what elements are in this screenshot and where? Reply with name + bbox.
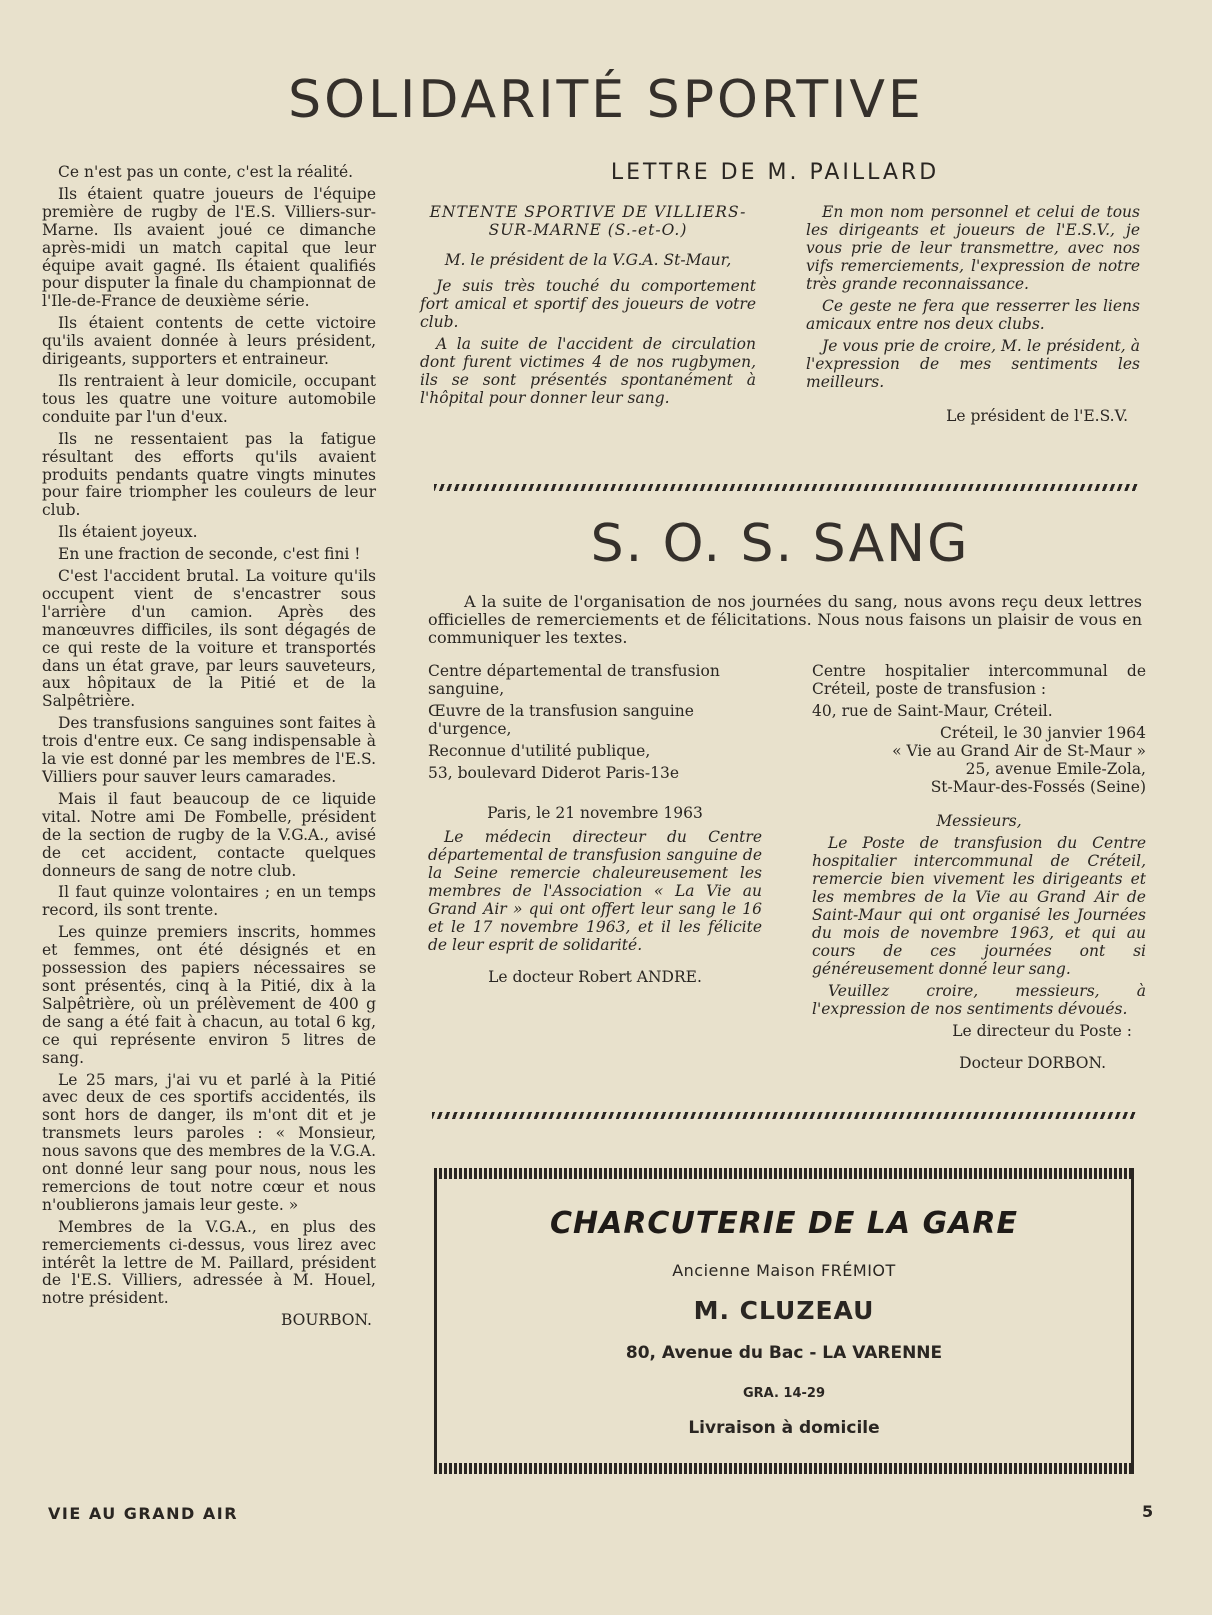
letter-date: Créteil, le 30 janvier 1964 [939, 724, 1146, 742]
article-paragraph: En une fraction de seconde, c'est fini ! [58, 545, 361, 564]
letter-paragraph: Je vous prie de croire, M. le président, à l'expression de mes sentiments les meilleurs. [806, 337, 1140, 391]
letter-paragraph: Je suis très touché du comportement fort amical et sportif des joueurs de votre club. [420, 277, 756, 331]
recipient-line: 25, avenue Emile-Zola, [965, 760, 1146, 778]
sos-letter-left [428, 662, 762, 990]
sender-address-line: Reconnue d'utilité publique, [428, 742, 651, 760]
recipient-line: « Vie au Grand Air de St-Maur » [892, 742, 1146, 760]
ad-border [434, 1168, 1134, 1179]
letter-body: Le médecin directeur du Centre départemental de transfusion sanguine de la Seine remercie chaleureusement les membres de l'Association « La Vie au Grand Air » qui ont offert leur sang le 16 et le 17 novembre 1963, et il les félicite de leur esprit de solidarité. [428, 828, 762, 954]
article-signature: BOURBON. [280, 1311, 372, 1330]
recipient-line: St-Maur-des-Fossés (Seine) [930, 778, 1146, 796]
sender-address-line: 53, boulevard Diderot Paris-13e [428, 764, 680, 782]
article-paragraph: Membres de la V.G.A., en plus des remerciements ci-dessus, vous lirez avec intérêt la lettre de M. Paillard, président de l'E.S. Villiers, adressée à M. Houel, notre président. [42, 1217, 376, 1308]
sender-address-line: 40, rue de Saint-Maur, Créteil. [812, 702, 1053, 720]
article-paragraph: C'est l'accident brutal. La voiture qu'ils occupent vient de s'encastrer sous l'arrière d'un camion. Après des manœuvres difficiles, ils sont dégagés de ce qui reste de la voiture et transportés dans un état grave, par leurs sauveteurs, aux hôpitaux de la Pitié et de la Salpêtrière. [42, 567, 376, 711]
letter-signature: Le docteur Robert ANDRE. [488, 968, 702, 986]
letter-title: LETTRE DE M. PAILLARD [610, 160, 940, 185]
letter-signature: Le président de l'E.S.V. [946, 407, 1128, 425]
letter-body: Le Poste de transfusion du Centre hospitalier intercommunal de Créteil, remercie bien vivement les dirigeants et les membres de la Vie au Grand Air de Saint-Maur qui ont organisé les Journées du mois de novembre 1963, et qui au cours de ces journées ont si généreusement donné leur sang. [812, 834, 1146, 978]
letter-column-1 [420, 203, 756, 411]
letter-body: Veuillez croire, messieurs, à l'expression de nos sentiments dévoués. [812, 982, 1146, 1018]
article-paragraph: Ce n'est pas un conte, c'est la réalité. [58, 163, 354, 181]
letter-paragraph: En mon nom personnel et celui de tous les dirigeants et joueurs de l'E.S.V., je vous prie de leur transmettre, avec nos vifs remerciements, l'expression de notre très grande reconnaissance. [806, 203, 1140, 293]
ad-address: 80, Avenue du Bac - LA VARENNE [625, 1343, 943, 1363]
article-paragraph: Ils rentraient à leur domicile, occupant tous les quatre une voiture automobile conduite par l'un d'eux. [42, 371, 376, 426]
advertisement [434, 1168, 1134, 1474]
letter-column-2 [806, 203, 1140, 429]
ad-phone: GRA. 14-29 [742, 1386, 826, 1401]
letter-paragraph: A la suite de l'accident de circulation dont furent victimes 4 de nos rugbymen, ils se sont présentés spontanément à l'hôpital pour donner leur sang. [420, 335, 756, 407]
article-paragraph: Ils étaient quatre joueurs de l'équipe première de rugby de l'E.S. Villiers-sur-Marne. Ils avaient joué ce dimanche après-midi un match capital que leur équipe avait gagné. Ils étaient qualifiés pour disputer la finale du championnat de l'Ile-de-France de deuxième série. [42, 184, 376, 311]
article-paragraph: Mais il faut beaucoup de ce liquide vital. Notre ami De Fombelle, président de la section de rugby de la V.G.A., avisé de cet accident, contacte quelques donneurs de sang de notre club. [42, 789, 376, 880]
letter-date: Paris, le 21 novembre 1963 [487, 804, 703, 822]
letter-salutation: Messieurs, [936, 812, 1022, 830]
sos-intro: A la suite de l'organisation de nos journées du sang, nous avons reçu deux lettres officielles de remerciements et de félicitations. Nous nous faisons un plaisir de vous en communiquer les textes. [428, 592, 1142, 647]
article-paragraph: Il faut quinze volontaires ; en un temps record, ils sont trente. [42, 883, 376, 920]
ad-business-name: CHARCUTERIE DE LA GARE [549, 1206, 1019, 1241]
sos-letter-right [812, 662, 1146, 1076]
section-divider [432, 1112, 1136, 1119]
sos-title: S. O. S. SANG [590, 514, 970, 574]
letter-addressee: M. le président de la V.G.A. St-Maur, [444, 251, 732, 269]
page-title: SOLIDARITÉ SPORTIVE [288, 70, 924, 130]
page-number: 5 [1142, 1502, 1154, 1521]
ad-delivery: Livraison à domicile [688, 1418, 880, 1438]
letter-signature: Docteur DORBON. [959, 1054, 1106, 1072]
section-divider [434, 484, 1138, 491]
sender-address-line: Centre hospitalier intercommunal de Créteil, poste de transfusion : [812, 662, 1146, 698]
letter-paragraph: Ce geste ne fera que resserrer les liens amicaux entre nos deux clubs. [806, 297, 1140, 333]
sender-address-line: Centre départemental de transfusion sanguine, [428, 662, 720, 698]
sender-address-line: Œuvre de la transfusion sanguine d'urgence, [428, 702, 694, 738]
ad-border [434, 1463, 1134, 1474]
article-column [42, 164, 376, 1334]
article-paragraph: Les quinze premiers inscrits, hommes et femmes, ont été désignés et en possession des papiers nécessaires se sont présentés, cinq à la Pitié, dix à la Salpêtrière, où un prélèvement de 400 g de sang a été fait à chacun, au total 6 kg, ce qui représente environ 5 litres de sang. [42, 923, 376, 1067]
ad-owner: M. CLUZEAU [693, 1296, 875, 1325]
article-paragraph: Ils étaient joyeux. [58, 523, 198, 542]
letter-signature: Le directeur du Poste : [952, 1022, 1132, 1040]
magazine-name: VIE AU GRAND AIR [48, 1504, 239, 1523]
article-paragraph: Ils étaient contents de cette victoire qu'ils avaient donnée à leurs président, dirigeants, supporters et entraineur. [42, 314, 376, 369]
article-paragraph: Des transfusions sanguines sont faites à trois d'entre eux. Ce sang indispensable à la vie est donné par les membres de l'E.S. Villiers pour sauver leurs camarades. [42, 714, 376, 786]
letter-header: ENTENTE SPORTIVE DE VILLIERS-SUR-MARNE (S.-et-O.) [429, 203, 747, 239]
ad-former-house: Ancienne Maison FRÉMIOT [672, 1261, 896, 1280]
article-paragraph: Le 25 mars, j'ai vu et parlé à la Pitié avec deux de ces sportifs accidentés, ils sont hors de danger, ils m'ont dit et je transmets leurs paroles : « Monsieur, nous savons que des membres de la V.G.A. ont donné leur sang pour nous, nous les remercions de tout notre cœur et nous n'oublierons jamais leur geste. » [42, 1070, 376, 1214]
article-paragraph: Ils ne ressentaient pas la fatigue résultant des efforts qu'ils avaient produits pendants quatre vingts minutes pour faire triompher les couleurs de leur club. [42, 429, 376, 520]
